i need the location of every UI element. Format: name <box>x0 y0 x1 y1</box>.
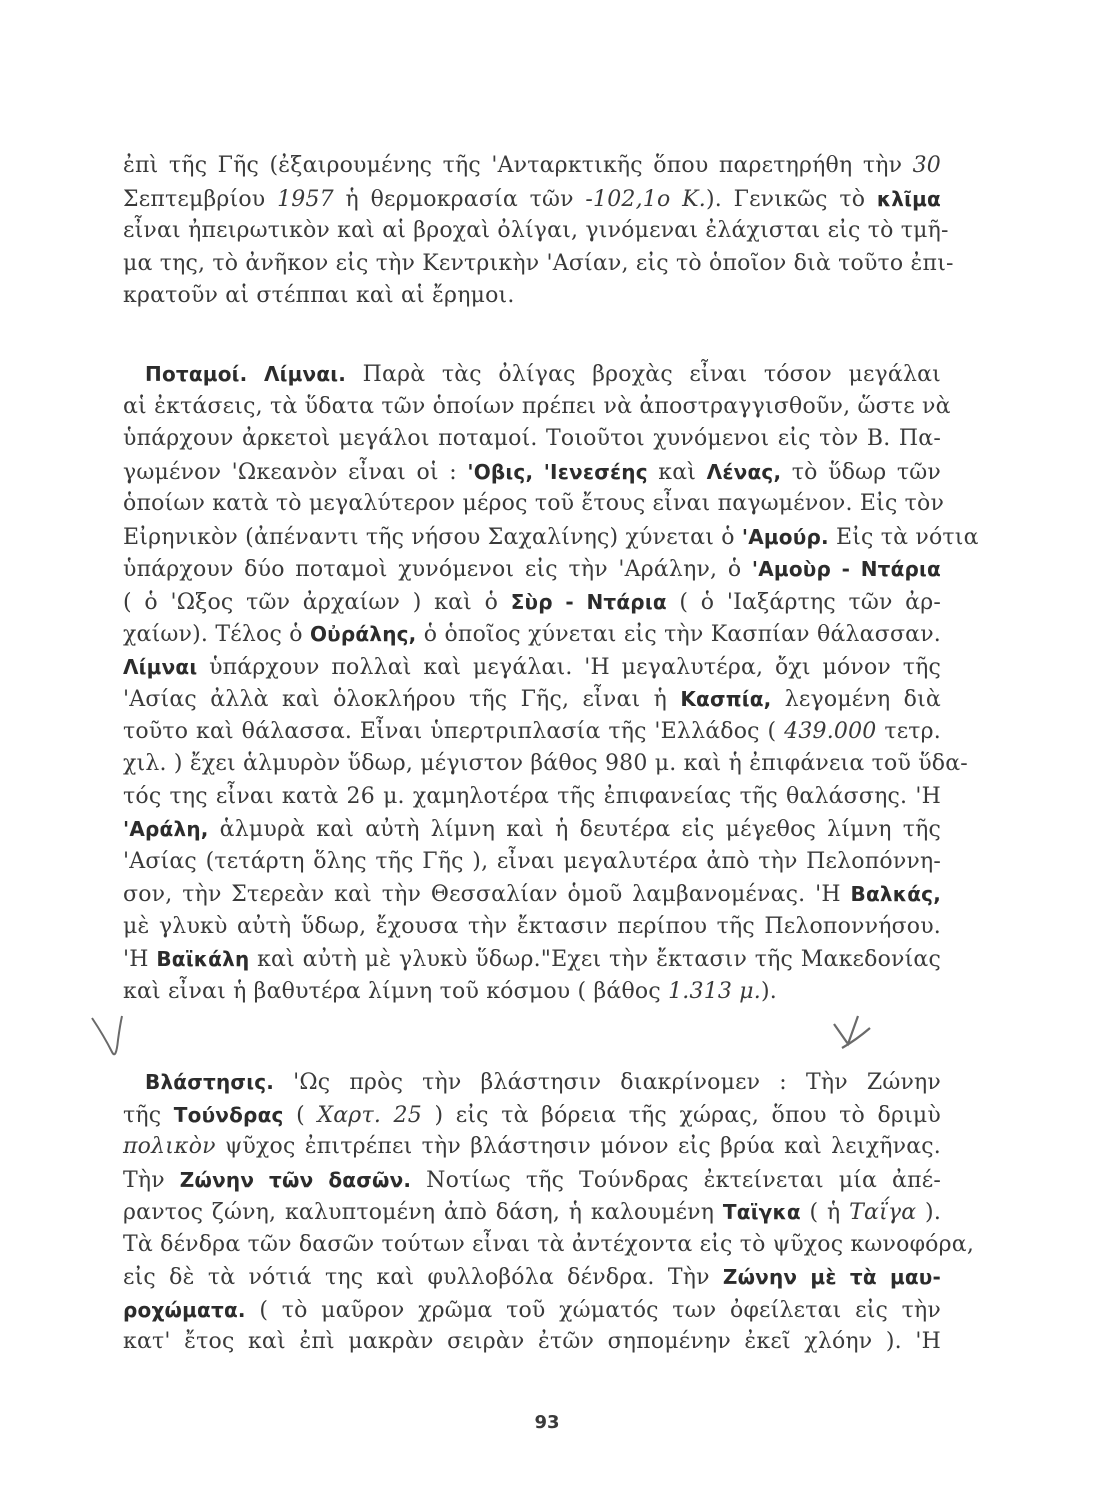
bold-term: Κασπία, <box>680 687 772 711</box>
text-run: τὸ ὕδωρ τῶν <box>781 459 942 485</box>
text-line <box>123 943 941 976</box>
text-run: 'Ασίας (τετάρτη ὅλης τῆς Γῆς ), εἶναι μεγαλυτέρα ἀπὸ τὴν Πελοπόννη- <box>123 848 941 874</box>
bold-term: 'Οβις, 'Ιενεσέης <box>467 459 648 484</box>
text-line <box>123 748 968 780</box>
text-run: αἱ ἐκτάσεις, τὰ ὕδατα τῶν ὁποίων πρέπει νὰ ἀποστραγγισθοῦν, ὥστε νὰ <box>123 393 951 419</box>
text-line <box>123 391 951 423</box>
text-run: ραντος ζώνη, καλυπτομένη ἀπὸ δάση, ἡ καλουμένη <box>123 1200 723 1225</box>
text-run: χαίων). Τέλος ὁ <box>123 622 310 647</box>
text-run: κρατοῦν αἱ στέππαι καὶ αἱ ἔρημοι. <box>123 283 515 308</box>
text-line <box>123 358 941 391</box>
text-run: ). Γενικῶς τὸ <box>705 186 877 212</box>
text-run: ) εἰς τὰ βόρεια τῆς χώρας, ὅπου τὸ δριμὺ <box>421 1102 941 1128</box>
bold-term: Οὐράλης, <box>309 622 417 646</box>
text-run: ( τὸ μαῦρον χρῶμα τοῦ χώματός των ὀφείλεται εἰς τὴν <box>245 1297 941 1323</box>
text-run: λεγομένη διὰ <box>771 687 941 712</box>
text-run: ( ὁ 'Ωξος τῶν ἀρχαίων ) καὶ ὁ <box>123 589 511 615</box>
text-line <box>123 618 941 651</box>
bold-term: Ζώνην μὲ τὰ μαυ- <box>722 1265 942 1289</box>
text-run: 'Η <box>123 947 157 972</box>
text-run: καὶ αὐτὴ μὲ γλυκὺ ὕδωρ."Εχει τὴν ἔκτασιν τῆς Μακεδονίας <box>249 947 941 972</box>
text-line <box>123 521 979 554</box>
text-run: ὁποίων κατὰ τὸ μεγαλύτερον μέρος τοῦ ἔτους εἶναι παγωμένον. Εἰς τὸν <box>123 491 945 516</box>
text-line <box>123 183 941 216</box>
text-line <box>123 1164 941 1197</box>
text-line <box>123 1099 941 1132</box>
italic-text: -102,1ο Κ. <box>585 186 706 212</box>
text-run: ( ἡ <box>800 1200 850 1225</box>
text-line <box>123 813 941 846</box>
text-run: τός της εἶναι κατὰ 26 μ. χαμηλοτέρα τῆς ἐπιφανείας τῆς θαλάσσης. 'Η <box>123 783 941 809</box>
text-line <box>123 456 941 489</box>
text-line <box>123 911 941 943</box>
text-run: τῆς <box>123 1102 174 1128</box>
bold-term: Λένας, <box>706 459 782 484</box>
text-line <box>123 1066 941 1099</box>
text-run: εἶναι ἠπειρωτικὸν καὶ αἱ βροχαὶ ὀλίγαι, γινόμεναι ἐλάχισται εἰς τὸ τμῆ- <box>123 218 949 243</box>
italic-text: πολικὸν <box>123 1134 216 1159</box>
text-line <box>123 423 941 455</box>
text-run: Παρὰ τὰς ὀλίγας βροχὰς εἶναι τόσον μεγάλαι <box>346 362 941 387</box>
text-run: ὁ ὁποῖος χύνεται εἰς τὴν Κασπίαν θάλασσαν. <box>416 622 941 647</box>
bold-term: Ποταμοί. Λίμναι. <box>145 362 347 386</box>
text-run: χιλ. ) ἔχει ἁλμυρὸν ὕδωρ, μέγιστον βάθος 980 μ. καὶ ἡ ἐπιφάνεια τοῦ ὕδα- <box>123 751 968 776</box>
text-line <box>123 878 941 911</box>
text-line <box>123 781 941 813</box>
text-run: Νοτίως τῆς Τούνδρας ἐκτείνεται μία ἀπέ- <box>411 1167 941 1193</box>
text-line <box>123 248 954 280</box>
text-run: μὲ γλυκὺ αὐτὴ ὕδωρ, ἔχουσα τὴν ἔκτασιν περίπου τῆς Πελοποννήσου. <box>123 913 941 939</box>
text-run: ἡ θερμοκρασία τῶν <box>333 186 586 212</box>
text-line <box>123 716 941 748</box>
bold-term: 'Αμοὺρ - Ντάρια <box>751 557 941 581</box>
text-run: Σεπτεμβρίου <box>123 186 278 212</box>
bold-term: κλῖμα <box>876 186 941 211</box>
text-line <box>123 1196 941 1229</box>
text-run: ὑπάρχουν ἀρκετοὶ μεγάλοι ποταμοί. Τοιοῦτοι χυνόμενοι εἰς τὸν Β. Πα- <box>123 426 941 451</box>
page-number: 93 <box>534 1412 560 1433</box>
text-run: ). <box>760 978 777 1004</box>
text-run: τοῦτο καὶ θάλασσα. Εἶναι ὑπερτριπλασία τῆς 'Ελλάδος ( <box>123 718 785 744</box>
italic-text: 1957 <box>277 186 334 212</box>
text-line <box>123 280 941 312</box>
text-run: Εἰρηνικὸν (ἀπέναντι τῆς νήσου Σαχαλίνης) χύνεται ὁ <box>123 524 742 550</box>
bold-term: 'Αμούρ. <box>741 524 829 549</box>
bold-term: Βαλκάς, <box>850 882 941 906</box>
bold-term: Σὺρ - Ντάρια <box>510 589 667 614</box>
text-line <box>123 150 941 182</box>
text-line <box>123 1131 941 1163</box>
bold-term: ροχώματα. <box>123 1297 246 1322</box>
bold-term: Λίμναι <box>123 654 198 679</box>
text-run: ὑπάρχουν πολλαὶ καὶ μεγάλαι. 'Η μεγαλυτέρα, ὄχι μόνον τῆς <box>197 654 941 680</box>
text-run: Εἰς τὰ νότια <box>828 524 979 550</box>
italic-text: 30 <box>912 153 941 178</box>
italic-text: Ταΐγα <box>849 1200 917 1225</box>
text-run: ἐπὶ τῆς Γῆς (ἐξαιρουμένης τῆς 'Ανταρκτικῆς ὅπου παρετηρήθη τὴν <box>123 153 913 178</box>
text-line <box>123 976 941 1008</box>
text-run: κατ' ἔτος καὶ ἐπὶ μακρὰν σειρὰν ἐτῶν σηπομένην ἐκεῖ χλόην ). 'Η <box>123 1329 941 1354</box>
text-run: ). <box>916 1200 942 1225</box>
bold-term: Ταϊγκα <box>722 1200 801 1224</box>
text-run: καὶ <box>647 459 707 485</box>
pen-hook-mark <box>92 1016 122 1054</box>
bold-term: Βαϊκάλη <box>156 947 250 971</box>
text-run: ( <box>283 1102 318 1128</box>
text-run: 'Ασίας ἀλλὰ καὶ ὁλοκλήρου τῆς Γῆς, εἶναι ἡ <box>123 687 681 712</box>
bold-term: Βλάστησις. <box>145 1070 275 1094</box>
text-line <box>123 215 949 247</box>
text-run: γωμένον 'Ωκεανὸν εἶναι οἱ : <box>123 459 468 485</box>
text-line <box>123 488 945 520</box>
text-run: καὶ εἶναι ἡ βαθυτέρα λίμνη τοῦ κόσμου ( βάθος <box>123 978 669 1004</box>
text-run: τετρ. <box>876 718 942 744</box>
text-run: Τὰ δένδρα τῶν δασῶν τούτων εἶναι τὰ ἀντέχοντα εἰς τὸ ψῦχος κωνοφόρα, <box>123 1231 975 1257</box>
text-run: σον, τὴν Στερεὰν καὶ τὴν Θεσσαλίαν ὁμοῦ λαμβανομένας. 'Η <box>123 882 851 907</box>
italic-text: Χαρτ. 25 <box>317 1102 422 1128</box>
text-line <box>123 846 941 878</box>
text-line <box>123 1229 975 1261</box>
text-line <box>123 1294 941 1327</box>
bold-term: Τούνδρας <box>173 1102 284 1127</box>
text-run: Τὴν <box>123 1167 180 1193</box>
bold-term: 'Αράλη, <box>123 817 209 841</box>
pen-check-mark <box>834 1016 870 1048</box>
text-line <box>123 586 941 619</box>
text-run: μα της, τὸ ἀνῆκον εἰς τὴν Κεντρικὴν 'Ασίαν, εἰς τὸ ὁποῖον διὰ τοῦτο ἐπι- <box>123 250 954 276</box>
text-line <box>123 651 941 684</box>
bold-term: Ζώνην τῶν δασῶν. <box>179 1167 412 1192</box>
italic-text: 439.000 <box>784 718 877 744</box>
text-line <box>123 1326 941 1358</box>
text-run: ( ὁ 'Ιαξάρτης τῶν ἀρ- <box>666 589 942 615</box>
text-run: ὑπάρχουν δύο ποταμοὶ χυνόμενοι εἰς τὴν 'Αράλην, ὁ <box>123 557 752 582</box>
text-run: ψῦχος ἐπιτρέπει τὴν βλάστησιν μόνον εἰς βρύα καὶ λειχῆνας. <box>215 1134 941 1159</box>
italic-text: 1.313 μ. <box>668 978 761 1004</box>
text-line <box>123 683 941 716</box>
text-line <box>123 553 941 586</box>
text-line <box>123 1261 941 1294</box>
text-run: εἰς δὲ τὰ νότιά της καὶ φυλλοβόλα δένδρα. Τὴν <box>123 1265 723 1290</box>
text-run: 'Ως πρὸς τὴν βλάστησιν διακρίνομεν : Τὴν Ζώνην <box>274 1070 941 1095</box>
text-run: ἁλμυρὰ καὶ αὐτὴ λίμνη καὶ ἡ δευτέρα εἰς μέγεθος λίμνη τῆς <box>208 817 941 842</box>
